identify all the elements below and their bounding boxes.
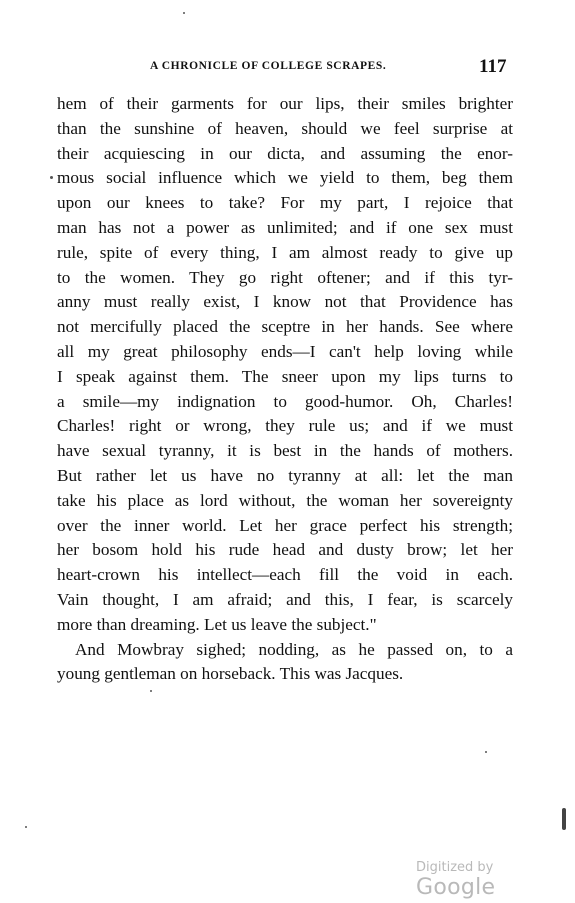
- text-line: Charles! right or wrong, they rule us; and if we must: [57, 416, 513, 436]
- scan-speck: [183, 12, 185, 14]
- text-line: I speak against them. The sneer upon my lips turns to: [57, 366, 513, 386]
- running-title: A CHRONICLE OF COLLEGE SCRAPES.: [150, 60, 387, 72]
- text-line: heart-crown his intellect—each fill the void in each.: [57, 565, 513, 585]
- text-line: a smile—my indignation to good-humor. Oh, Charles!: [57, 391, 513, 411]
- text-line: take his place as lord without, the woman her sovereignty: [57, 490, 513, 510]
- text-line: hem of their garments for our lips, their smiles brighter: [57, 94, 513, 113]
- scan-speck: [50, 176, 53, 179]
- text-line: have sexual tyranny, it is best in the hands of mothers.: [57, 441, 513, 461]
- text-line: upon our knees to take? For my part, I rejoice that: [57, 193, 513, 213]
- text-line: than the sunshine of heaven, should we feel surprise at: [57, 118, 513, 138]
- watermark-prefix: Digitized by: [416, 860, 494, 875]
- scan-speck: [485, 751, 487, 753]
- scan-speck: [25, 826, 27, 828]
- body-text: [57, 92, 513, 687]
- digitized-watermark: [416, 856, 575, 900]
- text-line: her bosom hold his rude head and dusty brow; let her: [57, 540, 513, 560]
- text-line: But rather let us have no tyranny at all: let the man: [57, 465, 513, 485]
- google-logo: Google: [416, 875, 496, 900]
- text-line: mous social influence which we yield to them, beg them: [57, 168, 513, 188]
- page-edge-mark: [562, 808, 566, 830]
- text-line: to the women. They go right oftener; and if this tyr-: [57, 267, 513, 287]
- text-line: young gentleman on horseback. This was Jacques.: [57, 664, 404, 684]
- text-line: over the inner world. Let her grace perfect his strength;: [57, 515, 513, 535]
- text-line: Vain thought, I am afraid; and this, I fear, is scarcely: [57, 589, 513, 609]
- page-number: 117: [479, 56, 507, 77]
- text-line: all my great philosophy ends—I can't help loving while: [57, 341, 513, 361]
- text-line: And Mowbray sighed; nodding, as he passed on, to a: [75, 639, 513, 659]
- text-line: man has not a power as unlimited; and if one sex must: [57, 217, 513, 237]
- text-line: rule, spite of every thing, I am almost ready to give up: [57, 242, 513, 262]
- text-line: more than dreaming. Let us leave the subject.": [57, 614, 377, 634]
- text-line: anny must really exist, I know not that Providence has: [57, 292, 513, 312]
- text-line: their acquiescing in our dicta, and assuming the enor-: [57, 143, 513, 163]
- text-line: not mercifully placed the sceptre in her hands. See where: [57, 317, 513, 337]
- scan-speck: [150, 690, 152, 692]
